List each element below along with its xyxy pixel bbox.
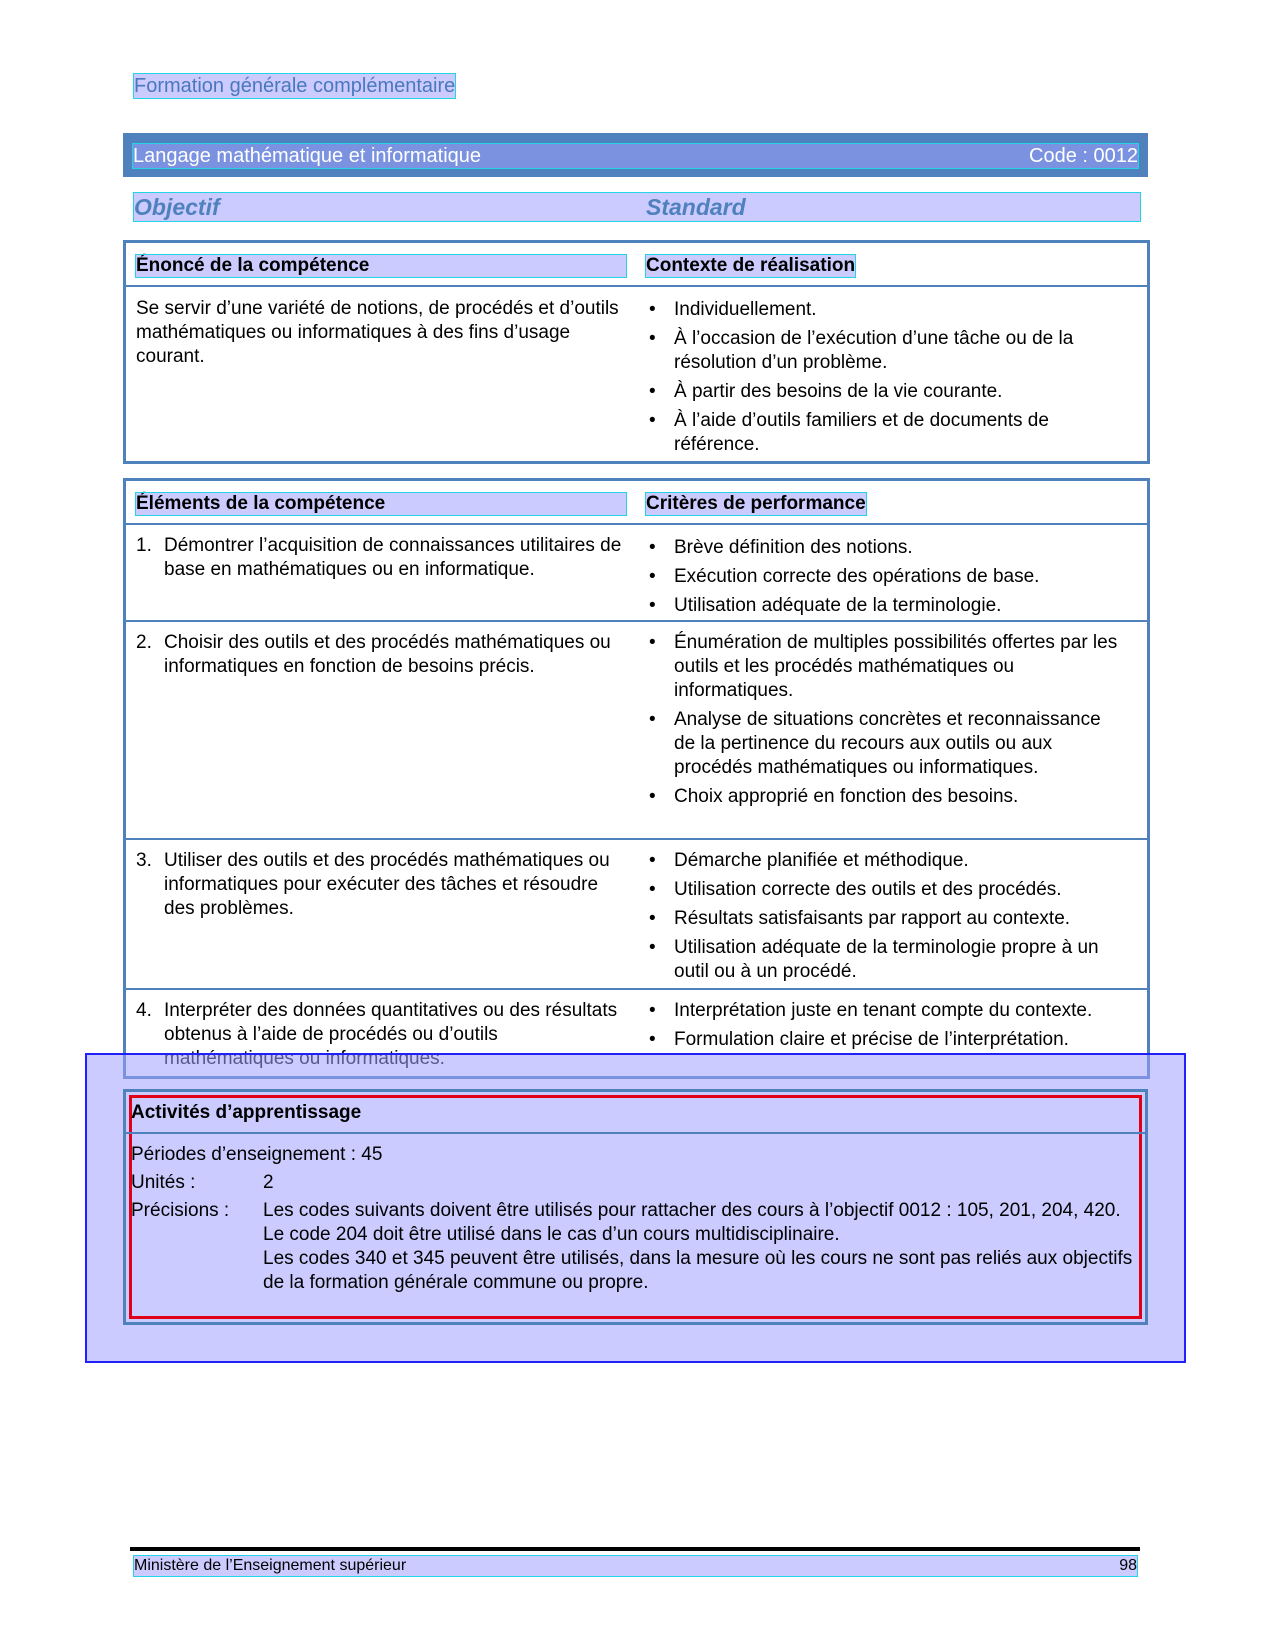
element-text: Utiliser des outils et des procédés mathématiques ou informatiques pour exécuter des tâches et résoudre des problèmes.	[164, 850, 610, 919]
list-item: • Utilisation adéquate de la terminologie propre à un outil ou à un procédé.	[646, 936, 1126, 984]
list-item: • À partir des besoins de la vie courante.	[646, 380, 1126, 404]
list-item: • Choix approprié en fonction des besoins.	[646, 785, 1126, 809]
subject-code: Code : 0012	[1029, 145, 1138, 167]
list-item: • Utilisation correcte des outils et des procédés.	[646, 878, 1126, 902]
page-footer	[134, 1556, 1137, 1576]
contexte-heading: Contexte de réalisation	[646, 255, 856, 276]
page-number: 98	[1119, 1557, 1137, 1574]
list-item: • À l’aide d’outils familiers et de documents de référence.	[646, 409, 1126, 457]
element-text: Choisir des outils et des procédés mathématiques ou informatiques en fonction de besoins précis.	[164, 632, 611, 677]
element-row: 3. Utiliser des outils et des procédés mathématiques ou informatiques pour exécuter des tâches et résoudre des problèmes. • Démarche planifiée et méthodique. • Utilisation correcte des outils et des procédés. • Résultats satisfaisants par rapport au contexte. • Utilisation adéquate de la terminologie propre à un outil ou à un procédé.	[126, 840, 1147, 990]
objectif-heading: Objectif	[134, 194, 220, 220]
program-title: Formation générale complémentaire	[134, 75, 456, 97]
enonce-heading: Énoncé de la compétence	[136, 255, 626, 277]
list-item: • Énumération de multiples possibilités offertes par les outils et les procédés mathématiques ou informatiques.	[646, 631, 1126, 703]
criteres-heading: Critères de performance	[646, 493, 866, 514]
elements-box	[123, 478, 1150, 1079]
element-row: 2. Choisir des outils et des procédés mathématiques ou informatiques en fonction de besoins précis. • Énumération de multiples possibilités offertes par les outils et les procédés mathématiques ou informatiques. • Analyse de situations concrètes et reconnaissance de la pertinence du recours aux outils ou aux procédés mathématiques ou informatiques. • Choix approprié en fonction des besoins.	[126, 622, 1147, 840]
list-item: • Utilisation adéquate de la terminologie.	[646, 594, 1126, 618]
contexte-list	[646, 298, 1126, 462]
periodes-line: Périodes d’enseignement : 45	[131, 1144, 383, 1165]
element-row: 4. Interpréter des données quantitatives ou des résultats obtenus à l’aide de procédés ou d’outils • Interprétation juste en tenant compte du contexte. • Formulation claire et précise de l’interprétation.	[126, 990, 1147, 1070]
unites-label: Unités :	[131, 1172, 196, 1193]
enonce-text: Se servir d’une variété de notions, de procédés et d’outils mathématiques ou informatiques à des fins d’usage courant.	[136, 298, 619, 367]
ministry-name: Ministère de l’Enseignement supérieur	[134, 1557, 407, 1574]
footer-rule	[130, 1547, 1140, 1551]
element-text: Interpréter des données quantitatives ou des résultats obtenus à l’aide de procédés ou d’outils	[164, 1000, 618, 1045]
list-item: • Analyse de situations concrètes et reconnaissance de la pertinence du recours aux outils ou aux procédés mathématiques ou informatiques.	[646, 708, 1126, 780]
activites-box	[123, 1089, 1148, 1325]
elements-heading: Éléments de la compétence	[136, 493, 626, 515]
list-item: • Exécution correcte des opérations de base.	[646, 565, 1126, 589]
list-item: • Résultats satisfaisants par rapport au contexte.	[646, 907, 1126, 931]
element-row: 1. Démontrer l’acquisition de connaissances utilitaires de base en mathématiques ou en informatique. • Brève définition des notions. • Exécution correcte des opérations de base. • Utilisation adéquate de la terminologie.	[126, 525, 1147, 622]
subject-bar	[123, 133, 1148, 177]
precisions-text	[263, 1199, 1137, 1295]
precision-item: Les codes suivants doivent être utilisés pour rattacher des cours à l’objectif 0012 : 105, 201, 204, 420.	[263, 1200, 1121, 1221]
list-item: • À l’occasion de l’exécution d’une tâche ou de la résolution d’un problème.	[646, 327, 1126, 375]
list-item: • Brève définition des notions.	[646, 536, 1126, 560]
list-item: • Individuellement.	[646, 298, 1126, 322]
precision-item: Le code 204 doit être utilisé dans le cas d’un cours multidisciplinaire.	[263, 1224, 840, 1245]
precisions-label: Précisions :	[131, 1200, 230, 1221]
list-item: • Démarche planifiée et méthodique.	[646, 849, 1126, 873]
objective-standard-heading	[134, 193, 1140, 221]
activites-heading: Activités d’apprentissage	[131, 1102, 362, 1123]
list-item: • Interprétation juste en tenant compte du contexte.	[646, 999, 1126, 1023]
competence-box	[123, 240, 1150, 464]
subject-title: Langage mathématique et informatique	[133, 145, 482, 167]
unites-value: 2	[263, 1172, 274, 1193]
precision-item: Les codes 340 et 345 peuvent être utilisés, dans la mesure où les cours ne sont pas reliés aux objectifs de la formation générale commune ou propre.	[263, 1248, 1133, 1293]
list-item: • Formulation claire et précise de l’interprétation.	[646, 1028, 1126, 1052]
standard-heading: Standard	[646, 194, 746, 220]
element-text: Démontrer l’acquisition de connaissances utilitaires de base en mathématiques ou en informatique.	[164, 535, 622, 580]
